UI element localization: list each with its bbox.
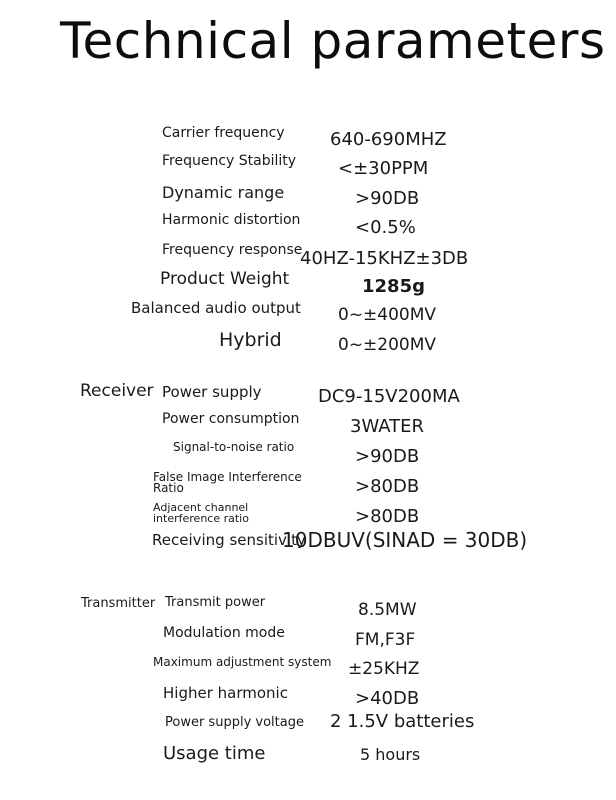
harmonic-distortion-value: <0.5% xyxy=(355,217,416,238)
frequency-response-label: Frequency response xyxy=(162,242,303,258)
balanced-audio-output-value: 0~±400MV xyxy=(338,305,437,325)
harmonic-distortion-label: Harmonic distortion xyxy=(162,212,301,228)
receiver-power-supply-label: Power supply xyxy=(162,383,262,401)
product-weight-label: Product Weight xyxy=(160,269,290,289)
power-supply-voltage-value: 2 1.5V batteries xyxy=(330,711,475,732)
hybrid-label: Hybrid xyxy=(219,329,282,351)
receiving-sensitivity-label: Receiving sensitivity xyxy=(152,531,306,549)
higher-harmonic-label: Higher harmonic xyxy=(163,684,288,702)
usage-time-value: 5 hours xyxy=(360,745,421,764)
max-adjustment-value: ±25KHZ xyxy=(348,659,420,679)
receiver-power-supply-value: DC9-15V200MA xyxy=(318,386,460,407)
transmit-power-label: Transmit power xyxy=(165,595,266,610)
product-weight-value: 1285g xyxy=(362,276,425,297)
modulation-mode-value: FM,F3F xyxy=(355,630,416,650)
false-image-ratio-value: >80DB xyxy=(355,476,420,497)
page-title: Technical parameters xyxy=(60,12,606,70)
frequency-stability-value: <±30PPM xyxy=(338,158,429,179)
adjacent-channel-value: >80DB xyxy=(355,506,420,527)
frequency-stability-label: Frequency Stability xyxy=(162,153,297,169)
frequency-response-value: 40HZ-15KHZ±3DB xyxy=(300,248,469,269)
transmitter-section-label: Transmitter xyxy=(81,596,156,611)
false-image-ratio-label: False Image Interference Ratio xyxy=(153,470,302,495)
snr-label: Signal-to-noise ratio xyxy=(173,440,295,454)
carrier-frequency-value: 640-690MHZ xyxy=(330,129,447,150)
higher-harmonic-value: >40DB xyxy=(355,688,420,709)
transmit-power-value: 8.5MW xyxy=(358,600,417,620)
power-consumption-label: Power consumption xyxy=(162,411,300,427)
balanced-audio-output-label: Balanced audio output xyxy=(131,299,301,317)
power-consumption-value: 3WATER xyxy=(350,416,425,437)
receiving-sensitivity-value: 10DBUV(SINAD = 30DB) xyxy=(282,528,528,552)
dynamic-range-label: Dynamic range xyxy=(162,183,285,202)
carrier-frequency-label: Carrier frequency xyxy=(162,125,285,141)
dynamic-range-value: >90DB xyxy=(355,188,420,209)
snr-value: >90DB xyxy=(355,446,420,467)
receiver-section-label: Receiver xyxy=(80,381,154,401)
max-adjustment-label: Maximum adjustment system xyxy=(153,655,332,669)
usage-time-label: Usage time xyxy=(163,743,266,764)
modulation-mode-label: Modulation mode xyxy=(163,625,285,641)
adjacent-channel-label: Adjacent channel interference ratio xyxy=(153,501,249,525)
power-supply-voltage-label: Power supply voltage xyxy=(165,715,304,730)
hybrid-value: 0~±200MV xyxy=(338,335,437,355)
